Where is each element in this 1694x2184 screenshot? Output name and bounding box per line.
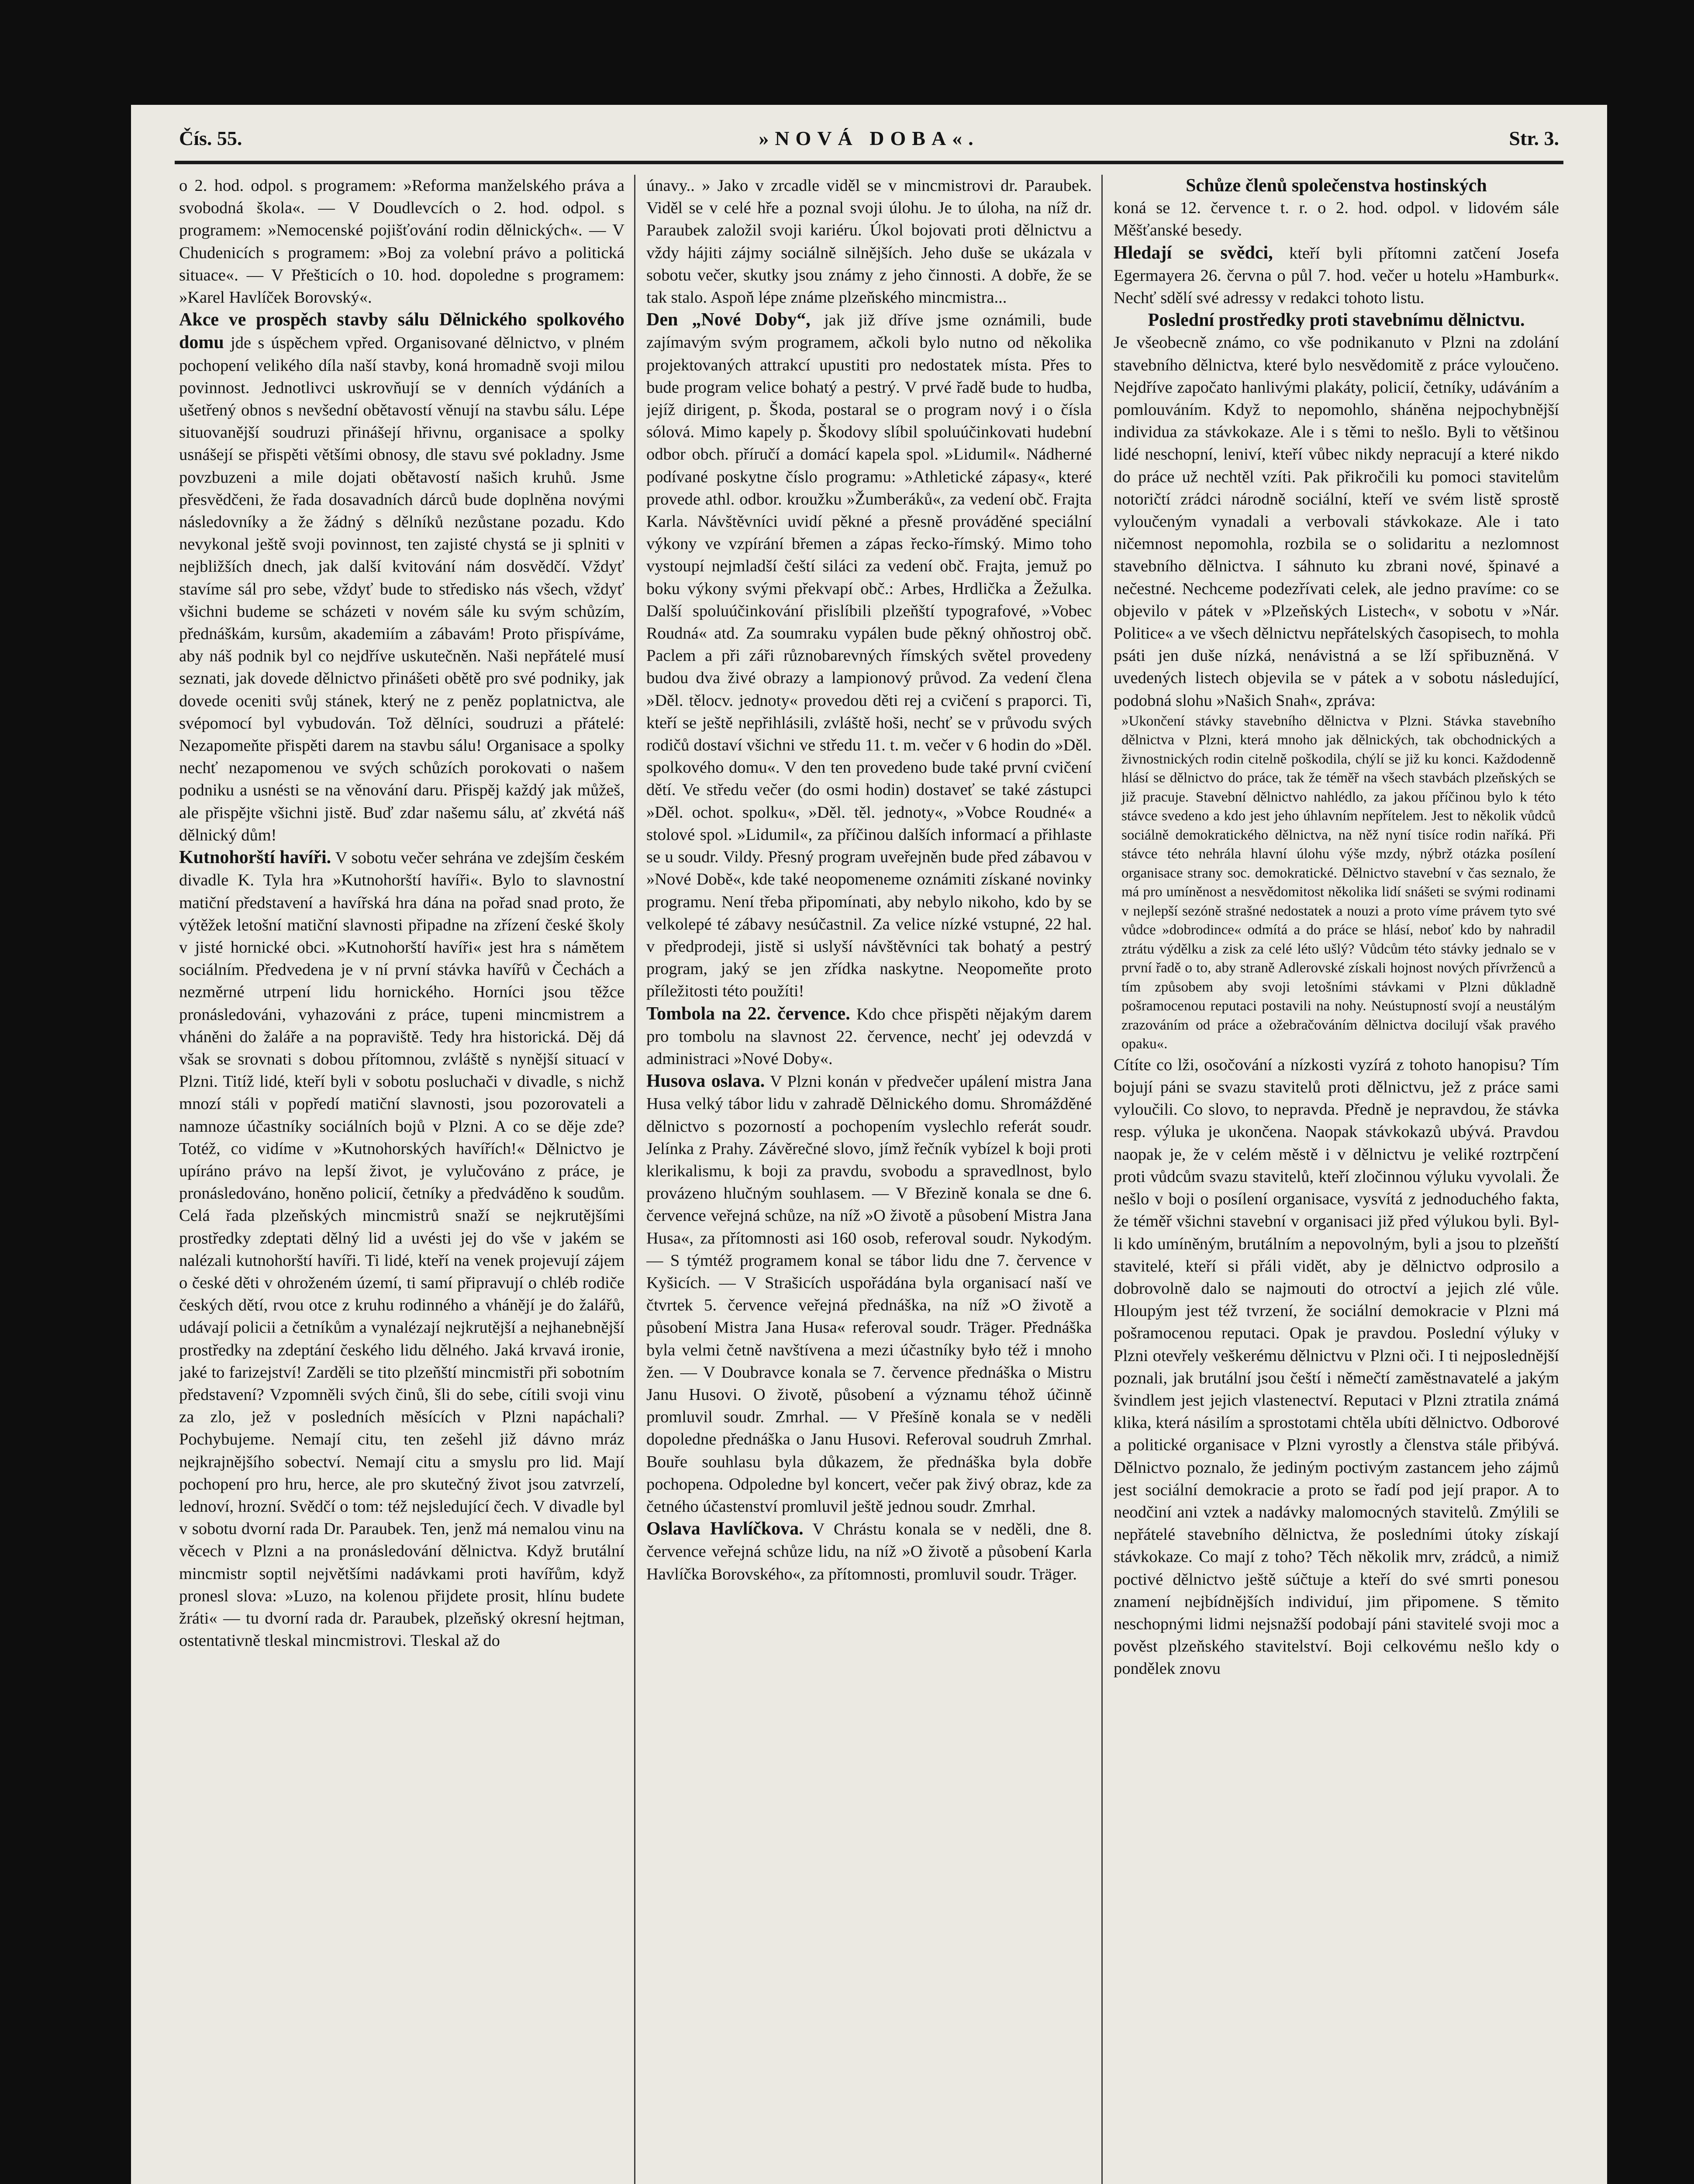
newspaper-page <box>131 105 1607 2184</box>
article-text: koná se 12. července t. r. o 2. hod. odpol. v lidovém sále Měšťanské besedy. <box>1114 199 1559 240</box>
article-heading: Hledají se svědci, <box>1114 242 1273 263</box>
article-paragraph <box>1114 309 1559 712</box>
article-paragraph <box>1114 175 1559 242</box>
header-rule <box>175 161 1563 164</box>
article-paragraph <box>179 847 624 1652</box>
article-text: V Plzni konán v předvečer upálení mistra Jana Husa velký tábor lidu v zahradě Dělnického domu. Shromážděné dělnictvo s pozorností a pochopením vyslechlo referát soudr. Jelínka z Prahy. Závěrečné slovo, jímž řečník vybízel k boji proti klerikalismu, k boji za pravdu, svobodu a spravedlnost, bylo provázeno hlučným souhlasem. — V Březině konala se dne 6. července veřejná schůze, na níž »O životě a působení Mistra Jana Husa«, za přítomnosti asi 160 osob, referoval soudr. Nykodým. — S týmtéž programem konal se tábor lidu dne 7. července v Kyšicích. — V Strašicích uspořádána byla organisací naší ve čtvrtek 5. července veřejná přednáška, na níž »O životě a působení Mistra Jana Husa« referoval soudr. Träger. Přednáška byla velmi četně navštívena a mezi účastníky było též i mnoho žen. — V Doubravce konala se 7. července přednáška o Mistru Janu Husovi. O životě, působení a významu téhož účinně promluvil soudr. Zmrhal. — V Přešíně konala se v neděli dopoledne přednáška o Janu Husovi. Referoval soudruh Zmrhal. Bouře souhlasu byla důkazem, že přednáška byla dobře pochopena. Odpoledne byl koncert, večer pak živý obraz, kde za četného účastenství promluvil ještě jednou soudr. Zmrhal. <box>646 1072 1092 1516</box>
page-header <box>179 127 1559 157</box>
article-text: o 2. hod. odpol. s programem: »Reforma manželského práva a svobodná škola«. — V Doudlevcích o 2. hod. odpol. s programem: »Nemocenské pojišťování rodin dělnických«. — V Chudenicích s programem: »Boj za volební právo a politická situace«. — V Přešticích o 10. hod. dopoledne s programem: »Karel Havlíček Borovský«. <box>179 176 624 307</box>
article-text: jde s úspěchem vpřed. Organisované dělnictvo, v plném pochopení velikého díla naší stavby, koná hromadně svoji milou povinnost. Jednotlivci uskrovňují se v denních výdáních a ušetřený obnos s nevšední obětavostí věnují na stavbu sálu. Lépe situovanější soudruzi přinášejí hřivnu, organisace a spolky usnášejí se přispěti většími obnosy, dle stavu své pokladny. Jsme povzbuzeni a mile dojati obětavostí našich kruhů. Jsme přesvědčeni, že řada dosavadních dárců bude doplněna novými následovníky a že žádný s dělníků nezůstane pozadu. Kdo nevykonal ještě svoji povinnost, ten zajisté chystá se ji splniti v nejbližších dnech, jak další kvitování nám dosvědčí. Vždyť stavíme sál pro sebe, vždyť bude to středisko nás všech, vždyť všichni budeme se scházeti v novém sále ku svým schůzím, přednáškám, kursům, akademiím a zábavám! Proto přispíváme, aby náš podnik byl co nejdříve uskutečněn. Naši nepřátelé musí seznati, jak dovede dělnictvo přinášeti obětě pro své podniky, jak dovede oceniti svůj stánek, který ne z peněz poplatnictva, ale svépomocí byl vybudován. Tož dělníci, soudruzi a přátelé: Nezapomeňte přispěti darem na stavbu sálu! Organisace a spolky nechť nezapomenou ve svých schůzích porokovati o našem podniku a usnésti se na věnování daru. Přispěj každý jak můžeš, ale přispějte všichni jistě. Buď zdar našemu sálu, ať zkvétá náš dělnický dům! <box>179 334 624 844</box>
article-heading: Oslava Havlíčkova. <box>646 1519 804 1539</box>
article-text: Kdo chce přispěti nějakým darem pro tombolu na slavnost 22. července, nechť jej odevzdá v administraci »Nové Doby«. <box>646 1005 1092 1068</box>
article-heading: Den „Nové Doby“, <box>646 310 811 330</box>
newspaper-title: »NOVÁ DOBA«. <box>759 127 980 149</box>
article-heading: Husova oslava. <box>646 1071 765 1092</box>
article-paragraph <box>646 309 1092 1002</box>
article-paragraph <box>646 1070 1092 1518</box>
article-paragraph <box>646 1003 1092 1071</box>
column-2 <box>646 175 1092 2184</box>
article-heading: Poslední prostředky proti stavebnímu dělnictvu. <box>1148 310 1525 331</box>
article-text: kteří byli přítomni zatčení Josefa Egermayera 26. června o půl 7. hod. večer u hotelu »Hamburk«. Nechť sdělí své adressy v redakci tohoto listu. <box>1114 244 1559 308</box>
article-paragraph <box>1114 1054 1559 1680</box>
article-paragraph <box>1114 242 1559 310</box>
article-text: jak již dříve jsme oznámili, bude zajímavým svým programem, ačkoli bylo nutno od několika projektovaných attrakcí upustiti pro nedostatek místa. Přes to bude program velice bohatý a pestrý. V prvé řadě bude to hudba, jejíž dirigent, p. Škoda, postaral se o program nový i o čísla sólová. Mimo kapely p. Škodovy slíbil spoluúčinkovati hudební odbor obch. příručí a domácí kapela spol. »Lidumil«. Nádherné podívané poskytne číslo programu: »Athletické zápasy«, které provede athl. odbor. kroužku »Žumberáků«, za vedení obč. Frajta Karla. Návštěvníci uvidí pěkné a přesně prováděné speciální výkony ve vzpírání břemen a zápas řecko-římský. Mimo toho vystoupí nejmladší čeští siláci za vedení obč. Frajta, jemuž po boku výkony svými překvapí obč.: Arbes, Hrdlička a Žežulka. Další spoluúčinkování přislíbili plzeňští typografové, »Vobec Roudná« atd. Za soumraku vypálen bude pěkný ohňostroj obč. Paclem a při záři různobarevných římských světel provedeny budou dva živé obrazy a lampionový průvod. Za vedení člena »Děl. tělocv. jednoty« provedou děti rej a cvičení s praporci. Ti, kteří se ještě nepřihlásili, zvláště hoši, nechť se v průvodu svých rodičů dostaví všichni ve středu 11. t. m. večer v 6 hodin do »Děl. spolkového domu«. V den ten provedeno bude také první cvičení dětí. Ve středu večer (do osmi hodin) dostaveť se také zástupci »Děl. ochot. spolku«, »Děl. těl. jednoty«, »Vobce Roudné« a stolové spol. »Lidumil«, za příčinou dalších informací a přihlaste se u soudr. Vildy. Přesný program uveřejněn bude před zábavou v »Nové Době«, kde také neopomeneme oznámiti získané novinky programu. Není třeba připomínati, aby nebylo nikoho, kdo by se velkolepé té zábavy nesúčastnil. Za velice nízké vstupné, 22 hal. v předprodeji, jistě si uslyší návštěvníci tak bohatý a pestrý program, jaký se jen zřídka naskytne. Neopomeňte proto příležitosti této použíti! <box>646 311 1092 1001</box>
article-heading: Kutnohorští havíři. <box>179 847 331 868</box>
page-number: Str. 3. <box>1509 127 1559 149</box>
article-paragraph <box>646 175 1092 309</box>
column-divider <box>634 175 635 2184</box>
article-paragraph <box>179 309 624 847</box>
article-paragraph <box>646 1518 1092 1586</box>
article-paragraph <box>179 175 624 309</box>
article-text: Cítíte co lži, osočování a nízkosti vyzírá z tohoto hanopisu? Tím bojují páni se svazu stavitelů proti dělnictvu, jež z práce sami vyloučili. Co slovo, to nepravda. Předně je nepravdou, že stávka resp. výluka je ukončena. Naopak stávkokazů ubývá. Pravdou naopak je, že v celém městě i v dělnictvu je veliké roztrpčení proti vůdcům svazu stavitelů, kteří zločinnou výluku vyvolali. Že nešlo v boji o posílení organisace, vysvítá z jednoduchého fakta, že téměř všichni stavební v organisaci již před výlukou byli. Byl-li kdo umíněným, brutálním a nepovolným, byli a jsou to plzeňští stavitelé, kteří si přáli vidět, aby je dělnictvo odprosilo a dobrovolně dalo se najmouti do otroctví a jejich zlé vůle. Hloupým jest též tvrzení, že sociální demokracie v Plzni má pošramocenou reputaci. Opak je pravdou. Poslední výluky v Plzni otevřely veškerému dělnictvu v Plzni oči. I ti nejposlednější poznali, jak brutální jsou čeští i němečtí zaměstnavatelé a jakým švindlem jest jejich vlastenectví. Reputaci v Plzni ztratila známá klika, která násilím a sprostotami chtěla ubíti dělnictvo. Odborové a politické organisace v Plzni vyrostly a členstva stále přibývá. Dělnictvo poznalo, že jediným poctivým zastancem jeho zájmů jest sociální demokracie a proto se řadí pod její prapor. A to neodčiní ani vztek a nadávky malomocných stavitelů. Zmýlili se nepřátelé stavebního dělnictva, že posledními útoky získají stávkokaze. Co mají z toho? Těch několik mrv, zrádců, a nimiž poctivé dělnictvo ještě súčtuje a kteří do své smrti ponesou znamení nejbídnějších individuí, jim připomene. S těmito neschopnými lidmi nejsnažší podobají páni stavitelé svoji moc a pověst plzeňského stavitelství. Boji celkovému nešlo kdy o pondělek znovu <box>1114 1055 1559 1678</box>
column-1 <box>179 175 624 2184</box>
article-heading: Tombola na 22. července. <box>646 1003 850 1024</box>
article-text: V Chrástu konala se v neděli, dne 8. července veřejná schůze lidu, na níž »O životě a působení Karla Havlíčka Borovského«, za přítomnosti, promluvil soudr. Träger. <box>646 1520 1092 1583</box>
article-text: únavy.. » Jako v zrcadle viděl se v mincmistrovi dr. Paraubek. Viděl se v celé hře a poznal svoji úlohu. Je to úloha, na níž dr. Paraubek založil svoji kariéru. Úkol bojovati proti dělnictvu a vždy hájiti zájmy sociálně silnějších. Jeho duše se ukázala v sobotu večer, skutky jsou známy z jeho činnosti. A dobře, že se tak stalo. Aspoň lépe známe plzeňského mincmistra... <box>646 176 1092 307</box>
quoted-report: »Ukončení stávky stavebního dělnictva v Plzni. Stávka stavebního dělnictva v Plzni, která mnoho jak dělnických, tak obchodnických a živnostnických rodin citelně poškodila, chýlí se již ku konci. Každodenně hlásí se dělnictvo do práce, tak že téměř na všech stavbách plzeňských se již pracuje. Stavební dělnictvo nahlédlo, za jakou příčinou bylo k této stávce svedeno a kdo jest jeho úhlavním nepřítelem. Jest to několik vůdců sociálně demokratického dělnictva, na něž nyní tisíce rodin naříká. Při stávce této nehrála hlavní úlohu výše mzdy, nýbrž otázka posílení organisace strany soc. demokratické. Dělnictvo stavební v čas seznalo, že má pro umíněnost a nesvědomitost několika lidí snášeti se svými rodinami v nejlepší sezóně strašné nedostatek a nouzi a proto víme právem tyto své vůdce »dobrodince« odmítá a do práce se hlásí, neboť kdo by nahradil ztrátu výdělku a zisk za celé léto ušlý? Vůdcům této stávky jednalo se v první řadě o to, aby straně Adlerovské získali hojnost nových přívrženců a tím způsobem aby svoji letošními stávkami v Plzni důkladně pošramocenou reputaci postavili na nohy. Neústupností svojí a neustálým zrazováním od práce a ožebračováním dělnictva docilují však pravého opaku«. <box>1121 713 1556 1052</box>
article-heading: Akce ve prospěch stavby sálu Dělnického spolkového domu <box>179 310 624 353</box>
column-3 <box>1114 175 1559 2184</box>
issue-number: Čís. 55. <box>179 127 242 149</box>
column-divider <box>1101 175 1103 2184</box>
article-text: V sobotu večer sehrána ve zdejším českém divadle K. Tyla hra »Kutnohorští havíři«. Bylo to slavnostní matiční představení a havířská hra dána na pořad snad proto, že výtěžek letošní matiční slavnosti připadne na zřízení české školy v jisté hornické obci. »Kutnohorští havíři« jest hra s námětem sociálním. Předvedena je v ní první stávka havířů v Čechách a nezměrné utrpení lidu hornického. Horníci jsou těžce pronásledováni, vyhazováni z práce, tupeni mincmistrem a vháněni do žaláře a na popraviště. Tedy hra historická. Děj dá však se srovnati s dobou přítomnou, zvláště s nynější situací v Plzni. Titíž lidé, kteří byli v sobotu posluchači v divadle, s nichž mnozí stáli v popředí matiční slavnosti, jsou pozorovateli a namnoze účastníky sociálních bojů v Plzni. A co se děje zde? Totéž, co vidíme v »Kutnohorských havířích!« Dělnictvo je upíráno právo na lepší život, je vylučováno z práce, je pronásledováno, honěno policií, četníky a předváděno k soudům. Celá řada plzeňských mincmistrů snaží se nejkrutějšími prostředky zdeptati dělný lid a uvésti jej do vše v jakém se nalézali kutnohorští havíři. Ti lidé, kteří na venek projevují zájem o české děti v ohroženém území, ti samí připravují o chléb rodiče českých dětí, rvou otce z kruhu rodinného a vhánějí je do žalářů, udávají policii a četníkům a vynalézají nejkrutější a nejhanebnější prostředky na zdeptání českého lidu dělného. Jaká krvavá ironie, jaké to farizejství! Zarděli se tito plzeňští mincmistři při sobotním představení? Vzpomněli svých činů, šli do sebe, cítili svoji vinu za zlo, jež v posledních měsících v Plzni napáchali? Pochybujeme. Nemají citu, ten zešehl již dávno mráz nejkrajnějšího sobectví. Nemají citu a smyslu pro lid. Mají pochopení pro hru, herce, ale pro skutečný život jsou zatvrzelí, lednoví, hrozní. Svědčí o tom: též nejsledující čech. V divadle byl v sobotu dvorní rada Dr. Paraubek. Ten, jenž má nemalou vinu na věcech v Plzni a na pronásledování dělnictva. Když brutální mincmistr soptil největšími nadávkami proti havířům, když pronesl slova: »Luzo, na kolenou přijdete prosit, hlínu budete žráti« — tu dvorní rada dr. Paraubek, plzeňský okresní hejtman, ostentativně tleskal mincmistrovi. Tleskal až do <box>179 849 624 1650</box>
article-text: Je všeobecně známo, co vše podnikanuto v Plzni na zdolání stavebního dělnictva, které bylo nesvědomitě z práce vyloučeno. Nejdříve započato hanlivými plakáty, policií, četníky, udáváním a pomlouváním. Když to nepomohlo, sháněna nejpochybnější individua za stávkokaze. Ale i s těmi to nešlo. Byli to většinou lidé neschopní, leniví, kteří vůbec nikdy nepracují a které nikdo do práce už nechtěl vzíti. Pak přikročili ku pomoci stavitelům notoričtí zrádci národně sociální, kteří ve svém listě sprostě vyloučeným vynadali a verbovali stávkokaze. Ale i tato ničemnost nepomohla, rozbila se o solidaritu a nezlomnost stavebního dělnictva. I sáhnuto ku zbrani nové, špinavé a nečestné. Nechceme podezřívati celek, ale jedno pravíme: co se objevilo v pátek v »Plzeňských Listech«, v sobotu v »Nár. Politice« a ve všech dělnictvu nepřátelských časopisech, to mohla psáti jen duše nízká, nenávistná a se lží spřibuzněná. V uvedených listech objevila se v pátek a v sobotu následující, podobná slohu »Našich Snah«, zpráva: <box>1114 333 1559 710</box>
article-heading: Schůze členů společenstva hostinských <box>1186 176 1487 196</box>
